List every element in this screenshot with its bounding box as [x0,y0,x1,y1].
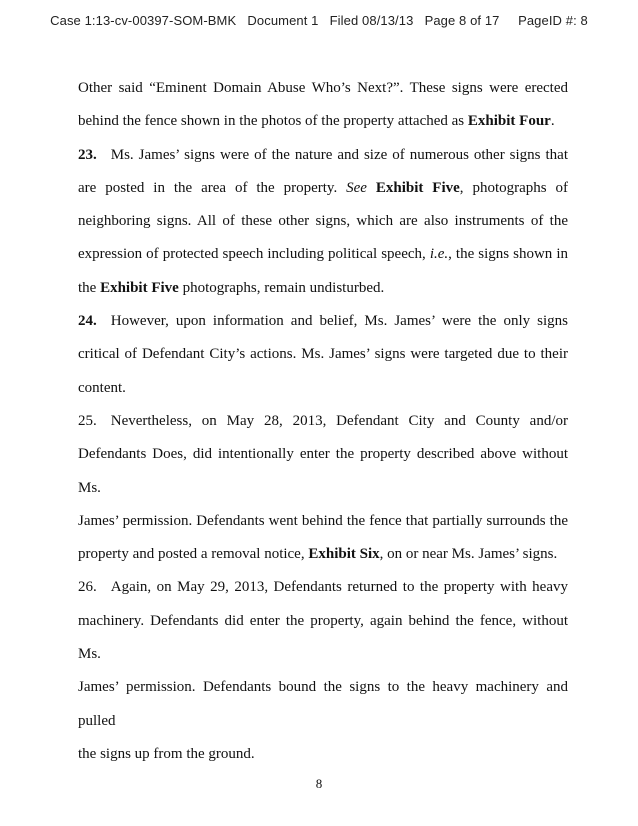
page-number: 8 [315,776,323,791]
paragraph-line: content. [78,379,126,396]
paragraph-line: James’ permission. Defendants went behind the fence that partially surrounds the [78,512,568,529]
paragraph-line: 26. Again, on May 29, 2013, Defendants returned to the property with heavy [78,579,568,596]
exhibit-reference: Exhibit Five [375,179,460,196]
paragraph-line: 25. Nevertheless, on May 28, 2013, Defendant City and County and/or [78,412,568,429]
court-filing-header [0,13,638,28]
paragraph-line: 24. However, upon information and belief, Ms. James’ were the only signs [78,313,568,330]
exhibit-reference: Exhibit Five [100,279,179,296]
paragraph-23 [78,139,568,305]
paragraph-number: 26. [78,579,97,596]
paragraph-continued [78,72,568,139]
page-count: Page 8 of 17 [424,13,500,28]
paragraph-line: 23. Ms. James’ signs were of the nature and size of numerous other signs that [78,146,568,163]
document-body [78,72,568,771]
exhibit-reference: Exhibit Six [308,546,380,563]
paragraph-line: Defendants Does, did intentionally enter the property described above without Ms. [78,446,568,496]
paragraph-line: property and posted a removal notice, Exhibit Six, on or near Ms. James’ signs. [78,546,558,563]
filed-date: Filed 08/13/13 [329,13,414,28]
paragraph-26 [78,571,568,771]
paragraph-number: 25. [78,412,97,429]
page-id: PageID #: 8 [518,13,588,28]
paragraph-number: 24. [78,313,97,330]
paragraph-line: the signs up from the ground. [78,745,255,762]
paragraph-line: James’ permission. Defendants bound the signs to the heavy machinery and pulled [78,679,568,729]
paragraph-24 [78,305,568,405]
paragraph-line: expression of protected speech including political speech, i.e., the signs shown in [78,246,568,263]
paragraph-line: critical of Defendant City’s actions. Ms. James’ signs were targeted due to their [78,346,568,363]
paragraph-line: Other said “Eminent Domain Abuse Who’s Next?”. These signs were erected [78,80,568,96]
paragraph-line: machinery. Defendants did enter the property, again behind the fence, without Ms. [78,612,568,663]
case-number: Case 1:13-cv-00397-SOM-BMK [50,13,237,28]
paragraph-line: neighboring signs. All of these other signs, which are also instruments of the [78,213,568,230]
paragraph-line: are posted in the area of the property. See Exhibit Five, photographs of [78,179,568,196]
paragraph-number: 23. [78,146,97,163]
exhibit-reference: Exhibit Four [467,113,551,130]
paragraph-line: the Exhibit Five photographs, remain undisturbed. [78,279,385,296]
document-number: Document 1 [247,13,319,28]
paragraph-line: behind the fence shown in the photos of the property attached as Exhibit Four. [78,113,555,130]
paragraph-25 [78,405,568,571]
